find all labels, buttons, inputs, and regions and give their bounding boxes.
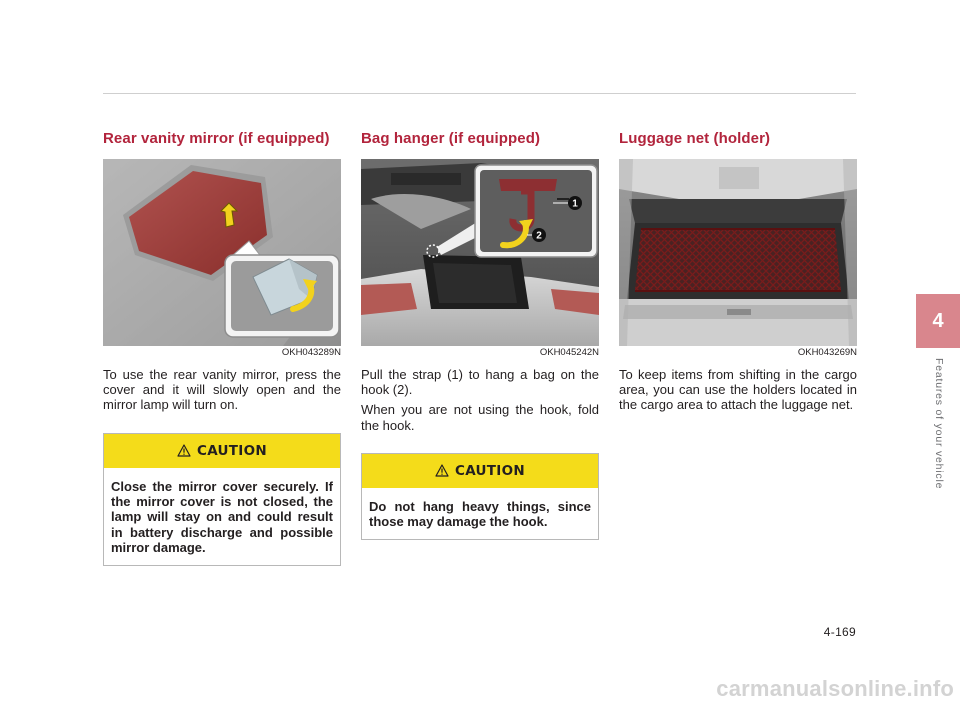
- section-heading: Luggage net (holder): [619, 130, 771, 147]
- page-number: 4-169: [823, 625, 856, 639]
- warning-triangle-icon: [435, 464, 449, 477]
- body-paragraph: To use the rear vanity mirror, press the cover and it will slowly open and the mirror lamp will turn on.: [103, 367, 341, 413]
- caution-title: CAUTION: [454, 462, 525, 479]
- section-luggage-net: [619, 128, 857, 413]
- chapter-tab: [916, 294, 960, 348]
- figure-rear-vanity-mirror: [103, 159, 341, 346]
- chapter-label: [932, 358, 946, 558]
- figure-code: OKH043289N: [281, 347, 341, 358]
- section-heading: Rear vanity mirror (if equipped): [103, 130, 330, 147]
- caution-text: Close the mirror cover securely. If the mirror cover is not closed, the lamp will stay on and could result in battery discharge and possible mirror damage.: [111, 478, 333, 556]
- chapter-number: 4: [932, 309, 944, 332]
- body-paragraph: Pull the strap (1) to hang a bag on the hook (2).: [361, 367, 599, 398]
- caution-box: [103, 433, 341, 566]
- section-rear-vanity-mirror: [103, 128, 341, 566]
- figure-callout-2: 2: [536, 230, 542, 242]
- figure-callout-1: 1: [572, 198, 578, 210]
- figure-bag-hanger: [361, 159, 599, 346]
- caution-header: [362, 454, 598, 488]
- caution-header: [104, 434, 340, 468]
- caution-text: Do not hang heavy things, since those may damage the hook.: [369, 498, 591, 530]
- body-paragraph: When you are not using the hook, fold the hook.: [361, 402, 599, 433]
- caution-title: CAUTION: [196, 442, 267, 459]
- figure-code: OKH043269N: [797, 347, 857, 358]
- section-heading: Bag hanger (if equipped): [361, 130, 541, 147]
- figure-code: OKH045242N: [539, 347, 599, 358]
- caution-box: [361, 453, 599, 540]
- section-bag-hanger: [361, 128, 599, 540]
- chapter-label-text: Features of your vehicle: [933, 358, 945, 490]
- body-paragraph: To keep items from shifting in the cargo area, you can use the holders located in the cargo area to attach the luggage net.: [619, 367, 857, 413]
- watermark: carmanualsonline.info: [716, 676, 954, 701]
- warning-triangle-icon: [177, 444, 191, 457]
- top-rule: [103, 93, 856, 94]
- figure-luggage-net: [619, 159, 857, 346]
